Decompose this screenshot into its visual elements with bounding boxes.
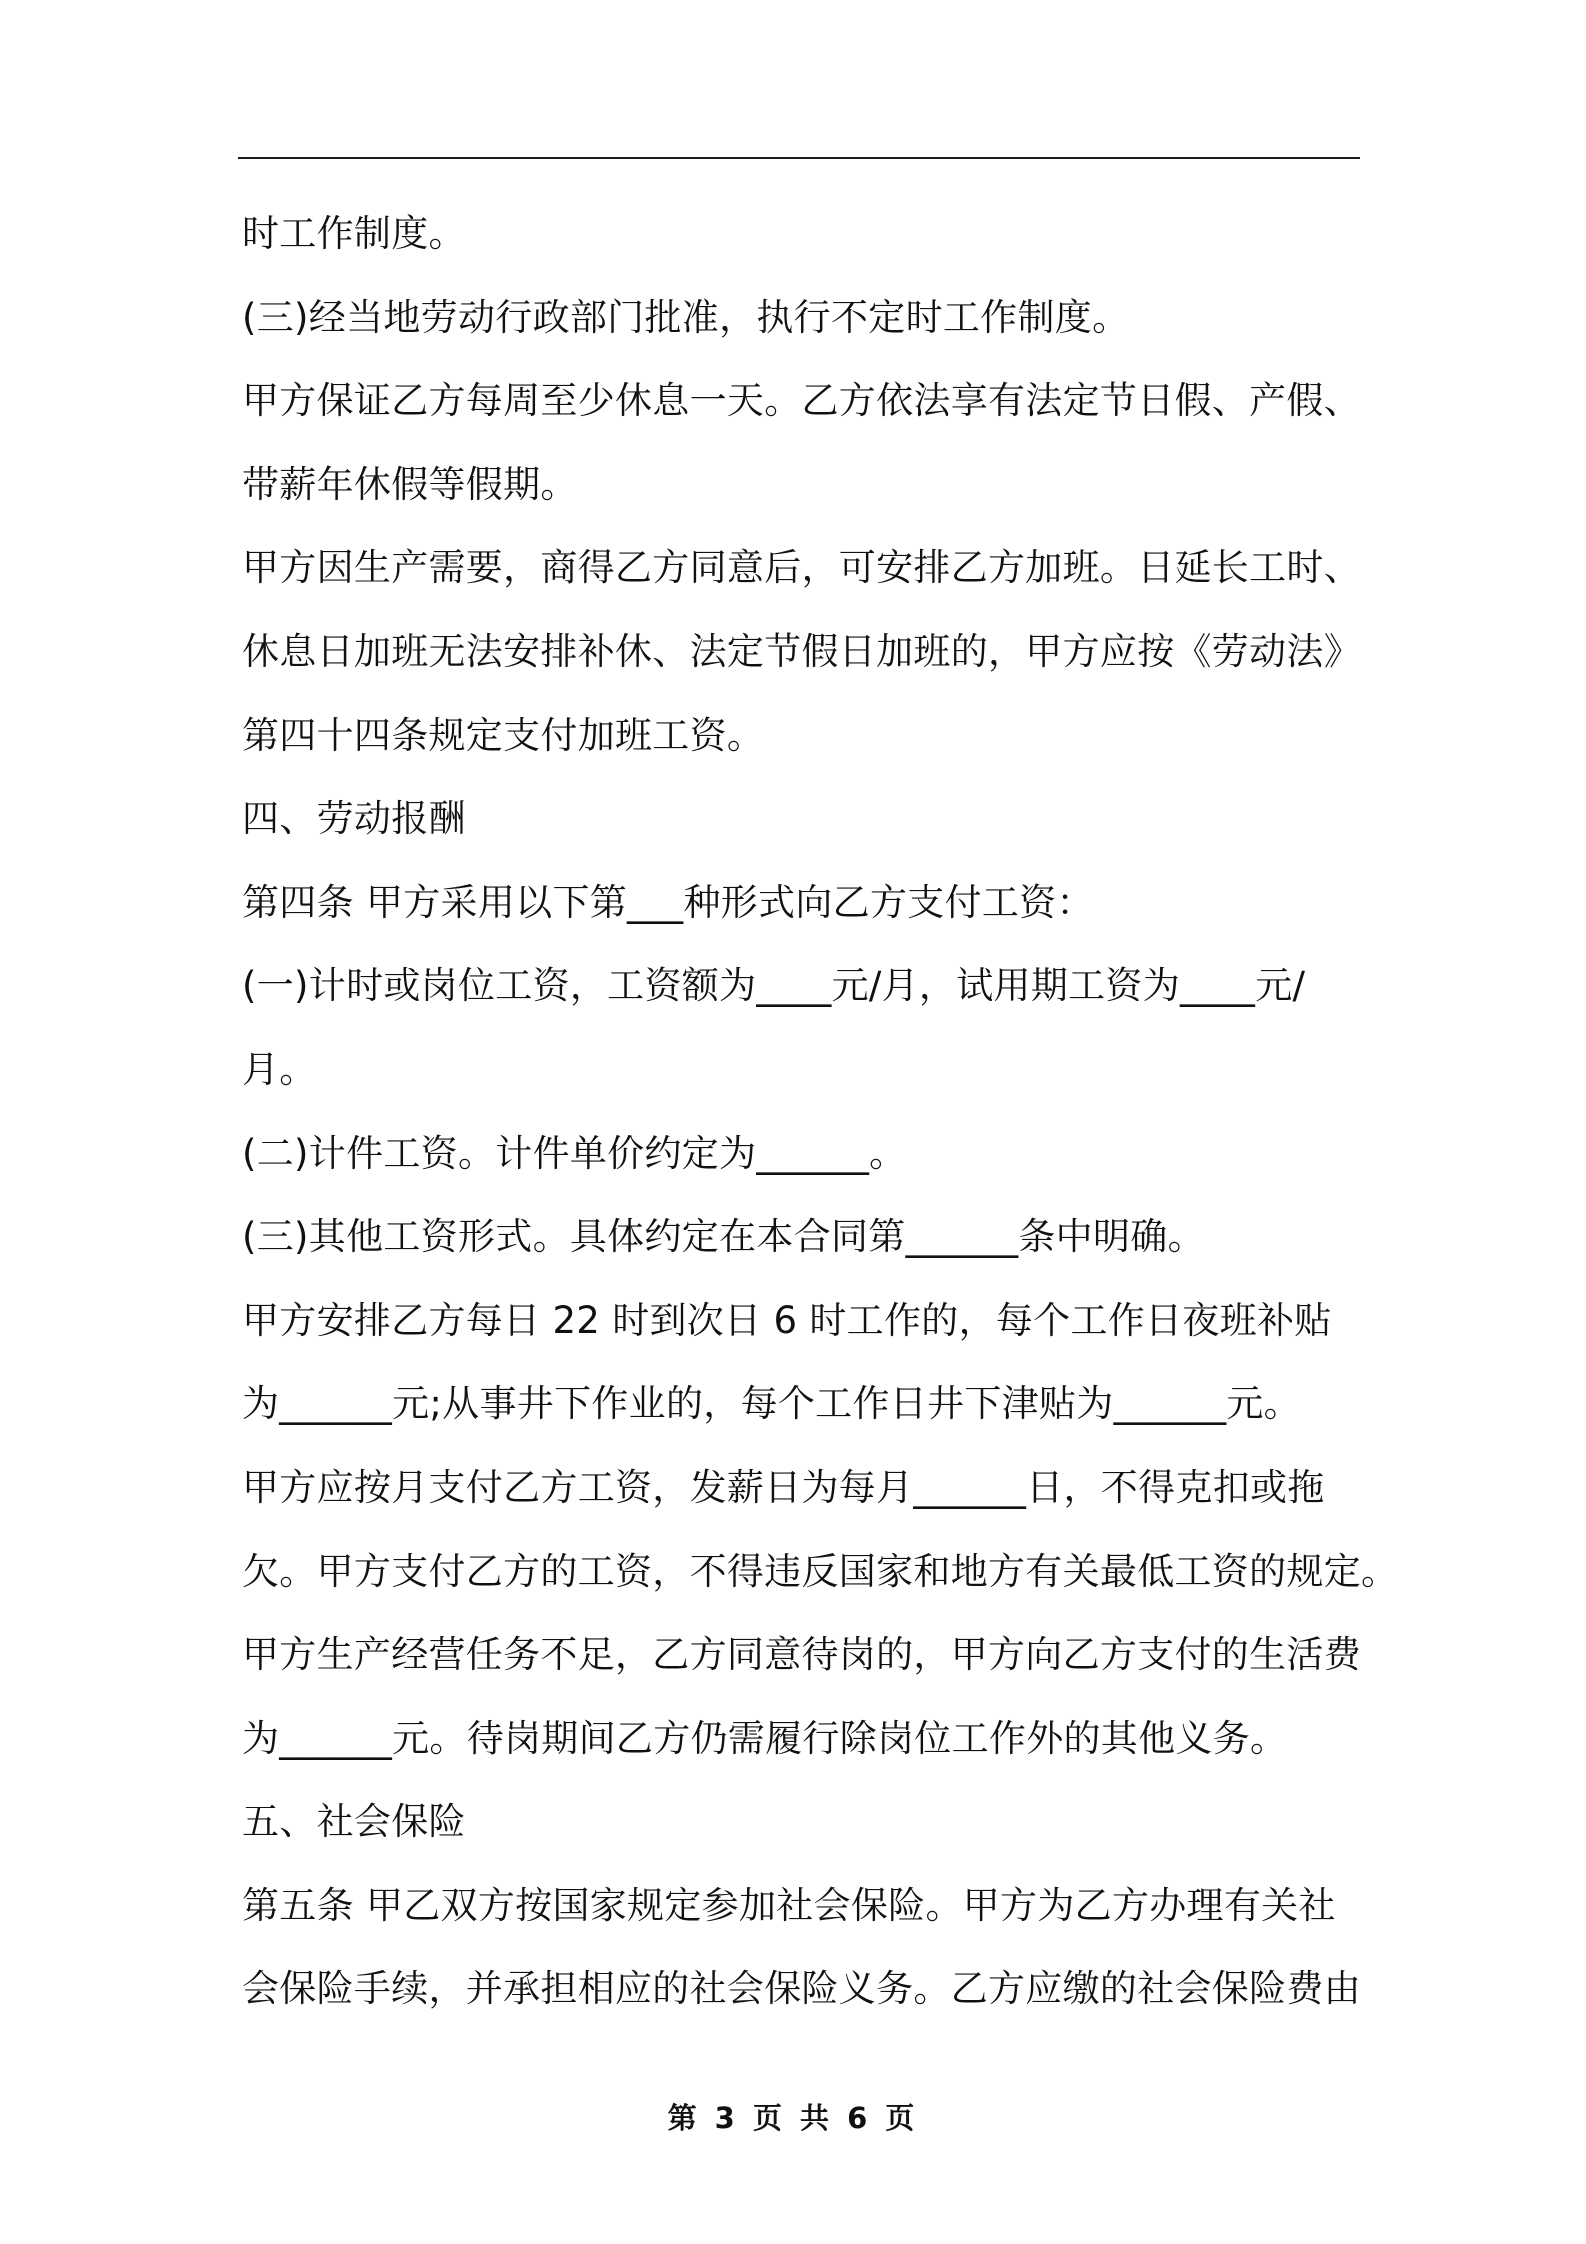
text-line: 时工作制度。 [242, 212, 466, 255]
text-line: 甲方生产经营任务不足，乙方同意待岗的，甲方向乙方支付的生活费 [242, 1633, 1361, 1677]
text-line: 会保险手续，并承担相应的社会保险义务。乙方应缴的社会保险费由 [242, 1967, 1361, 2011]
text-line: (三)经当地劳动行政部门批准，执行不定时工作制度。 [242, 295, 1130, 339]
text-line: 带薪年休假等假期。 [242, 462, 578, 506]
text-line: 甲方安排乙方每日 22 时到次日 6 时工作的，每个工作日夜班补贴 [242, 1298, 1332, 1342]
text-line: 第四条 甲方采用以下第___种形式向乙方支付工资： [242, 880, 1094, 924]
text-line: 休息日加班无法安排补休、法定节假日加班的，甲方应按《劳动法》 [242, 629, 1361, 673]
text-line: 甲方应按月支付乙方工资，发薪日为每月______日，不得克扣或拖 [242, 1465, 1325, 1509]
text-line: 月。 [242, 1047, 317, 1091]
text-line: 为______元。待岗期间乙方仍需履行除岗位工作外的其他义务。 [242, 1716, 1288, 1760]
text-line: 甲方保证乙方每周至少休息一天。乙方依法享有法定节日假、产假、 [242, 379, 1361, 423]
header-rule [238, 157, 1360, 159]
text-line: (三)其他工资形式。具体约定在本合同第______条中明确。 [242, 1215, 1205, 1259]
text-line: 第五条 甲乙双方按国家规定参加社会保险。甲方为乙方办理有关社 [242, 1883, 1336, 1927]
page-number-footer: 第 3 页 共 6 页 [667, 2101, 919, 2135]
text-line: (二)计件工资。计件单价约定为______。 [242, 1131, 907, 1175]
text-line: 第四十四条规定支付加班工资。 [242, 713, 765, 757]
contract-body-text [242, 192, 1399, 2031]
text-line: 甲方因生产需要，商得乙方同意后，可安排乙方加班。日延长工时、 [242, 546, 1361, 590]
section-heading: 四、劳动报酬 [242, 797, 466, 841]
text-line: (一)计时或岗位工资，工资额为____元/月，试用期工资为____元/ [242, 964, 1306, 1008]
text-line: 为______元;从事井下作业的，每个工作日井下津贴为______元。 [242, 1382, 1301, 1426]
section-heading: 五、社会保险 [242, 1800, 466, 1844]
text-line: 欠。甲方支付乙方的工资，不得违反国家和地方有关最低工资的规定。 [242, 1549, 1399, 1593]
